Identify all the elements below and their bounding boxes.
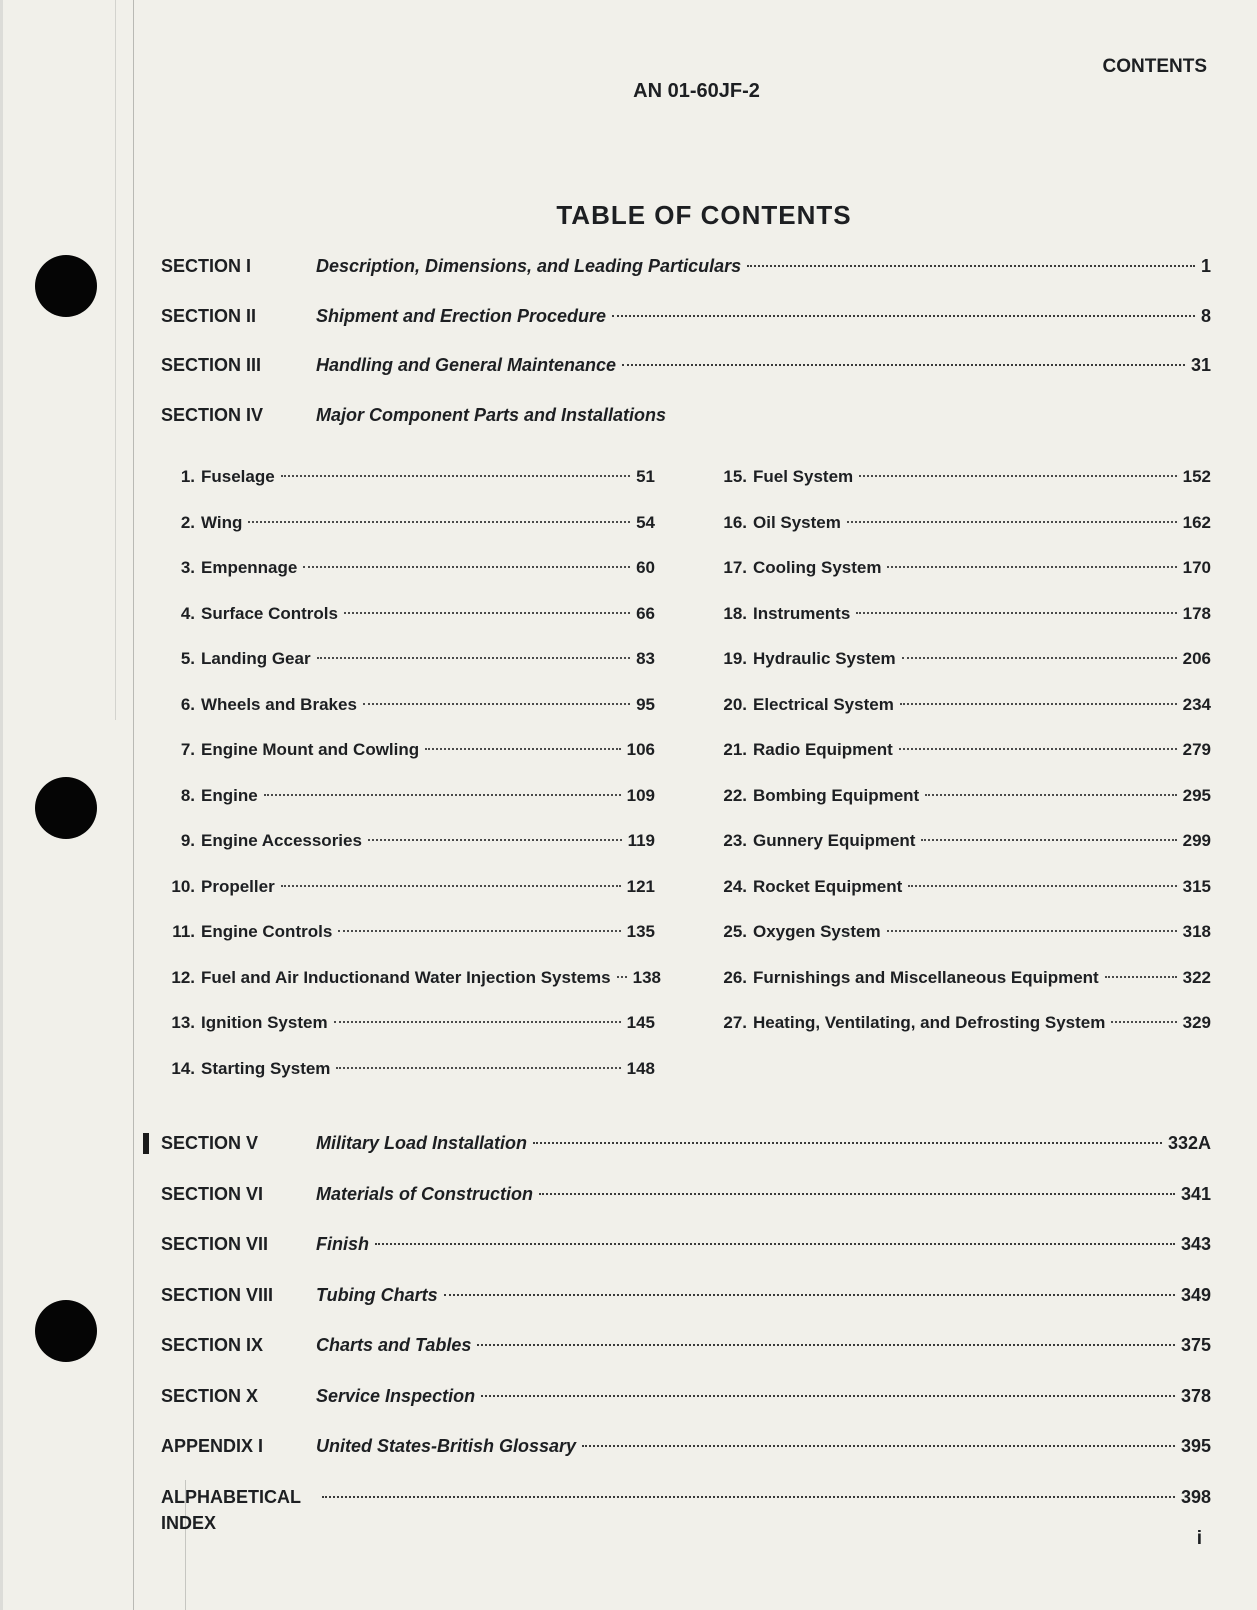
entry-page-number: 341 xyxy=(1180,1184,1211,1204)
entry-label: 2. xyxy=(180,513,195,532)
section-entry[interactable] xyxy=(161,1433,1211,1459)
entry-page-number: 398 xyxy=(1180,1487,1211,1507)
entry-page-number: 83 xyxy=(636,649,655,668)
entry-label: 14. xyxy=(171,1059,195,1078)
section-entry[interactable] xyxy=(161,1181,1211,1207)
subsection-entry[interactable] xyxy=(711,737,1211,763)
entry-title: Heating, Ventilating, and Defrosting System xyxy=(753,1013,1106,1032)
dot-leader xyxy=(481,1395,1175,1397)
dot-leader xyxy=(338,930,620,932)
entry-page-number: 54 xyxy=(636,513,655,532)
entry-title: Starting System xyxy=(201,1059,331,1078)
entry-title: Finish xyxy=(316,1234,369,1254)
dot-leader xyxy=(375,1243,1175,1245)
subsection-entry[interactable] xyxy=(165,464,655,490)
entry-title: Radio Equipment xyxy=(753,740,893,759)
entry-page-number: 121 xyxy=(626,877,655,896)
entry-label: 10. xyxy=(171,877,195,896)
entry-title: Description, Dimensions, and Leading Particulars xyxy=(316,256,742,276)
entry-title: Engine xyxy=(201,786,258,805)
subsection-entry[interactable] xyxy=(165,828,655,854)
subsection-entry[interactable] xyxy=(165,692,655,718)
dot-leader xyxy=(444,1294,1175,1296)
entry-title: Ignition System xyxy=(201,1013,328,1032)
entry-page-number: 295 xyxy=(1182,786,1211,805)
dot-leader xyxy=(477,1344,1175,1346)
entry-page-number: 329 xyxy=(1182,1013,1211,1032)
entry-page-number: 1 xyxy=(1200,256,1211,276)
entry-label: 16. xyxy=(723,513,747,532)
subsection-entry[interactable] xyxy=(711,510,1211,536)
dot-leader xyxy=(248,521,630,523)
entry-page-number: 31 xyxy=(1190,355,1211,375)
subsection-entry[interactable] xyxy=(165,737,655,763)
entry-label: SECTION III xyxy=(161,355,262,375)
subsection-entry[interactable] xyxy=(711,919,1211,945)
entry-title: Handling and General Maintenance xyxy=(316,355,617,375)
entry-label: 11. xyxy=(172,922,195,941)
entry-label: 6. xyxy=(180,695,195,714)
section-entry[interactable] xyxy=(161,1484,1211,1533)
entry-label: APPENDIX I xyxy=(161,1436,264,1456)
entry-label: SECTION VI xyxy=(161,1184,264,1204)
entry-label: 26. xyxy=(723,968,747,987)
section-entry[interactable] xyxy=(161,1332,1211,1358)
entry-label: SECTION IV xyxy=(161,405,264,425)
subsection-entry[interactable] xyxy=(165,555,655,581)
entry-title: Service Inspection xyxy=(316,1386,476,1406)
section-entry[interactable] xyxy=(161,303,1211,329)
section-entry[interactable] xyxy=(161,402,1211,428)
entry-title: Hydraulic System xyxy=(753,649,896,668)
entry-label: SECTION IX xyxy=(161,1335,264,1355)
entry-title: Fuel and Air Inductionand Water Injection Systems xyxy=(201,968,611,987)
entry-page-number: 299 xyxy=(1182,831,1211,850)
dot-leader xyxy=(281,475,630,477)
entry-page-number: 106 xyxy=(626,740,655,759)
entry-title: Furnishings and Miscellaneous Equipment xyxy=(753,968,1099,987)
entry-title: Oxygen System xyxy=(753,922,881,941)
entry-label: 22. xyxy=(723,786,747,805)
entry-label: 3. xyxy=(180,558,195,577)
entry-title: Fuselage xyxy=(201,467,275,486)
dot-leader xyxy=(533,1142,1162,1144)
dot-leader xyxy=(317,657,631,659)
section-entry[interactable] xyxy=(161,1282,1211,1308)
subsection-entry[interactable] xyxy=(165,646,655,672)
dot-leader xyxy=(899,748,1177,750)
dot-leader xyxy=(617,976,627,978)
dot-leader xyxy=(322,1496,1175,1498)
entry-label: 13. xyxy=(171,1013,195,1032)
entry-title: Instruments xyxy=(753,604,851,623)
entry-page-number: 135 xyxy=(626,922,655,941)
entry-label: 17. xyxy=(723,558,747,577)
dot-leader xyxy=(612,315,1195,317)
margin-rule xyxy=(133,0,134,1610)
subsection-entry[interactable] xyxy=(711,464,1211,490)
entry-title: Bombing Equipment xyxy=(753,786,920,805)
subsection-entry[interactable] xyxy=(711,965,1211,991)
entry-title: Engine Mount and Cowling xyxy=(201,740,420,759)
entry-label: 25. xyxy=(723,922,747,941)
dot-leader xyxy=(264,794,621,796)
entry-page-number: 148 xyxy=(626,1059,655,1078)
dot-leader xyxy=(900,703,1177,705)
entry-title: United States-British Glossary xyxy=(316,1436,577,1456)
subsection-entry[interactable] xyxy=(711,828,1211,854)
revision-change-bar xyxy=(143,1133,149,1154)
entry-label: ALPHABETICAL INDEX xyxy=(161,1487,301,1533)
section-entry[interactable] xyxy=(161,1231,1211,1257)
entry-title: Rocket Equipment xyxy=(753,877,903,896)
subsection-entry[interactable] xyxy=(165,874,655,900)
subsection-entry[interactable] xyxy=(165,510,655,536)
entry-title: Wing xyxy=(201,513,243,532)
subsection-entry[interactable] xyxy=(711,646,1211,672)
entry-label: SECTION I xyxy=(161,256,252,276)
dot-leader xyxy=(425,748,620,750)
dot-leader xyxy=(1111,1021,1176,1023)
entry-page-number: 66 xyxy=(636,604,655,623)
dot-leader xyxy=(334,1021,621,1023)
dot-leader xyxy=(887,930,1177,932)
document-number: AN 01-60JF-2 xyxy=(633,80,760,102)
dot-leader xyxy=(925,794,1176,796)
subsection-entry[interactable] xyxy=(165,965,662,991)
entry-title: Engine Controls xyxy=(201,922,333,941)
dot-leader xyxy=(582,1445,1175,1447)
dot-leader xyxy=(368,839,622,841)
binder-hole-middle xyxy=(35,777,97,839)
entry-page-number: 343 xyxy=(1180,1234,1211,1254)
dot-leader xyxy=(303,566,630,568)
dot-leader xyxy=(336,1067,620,1069)
dot-leader xyxy=(747,265,1195,267)
entry-page-number: 378 xyxy=(1180,1386,1211,1406)
entry-label: 7. xyxy=(180,740,195,759)
section-entry[interactable] xyxy=(161,253,1211,279)
dot-leader xyxy=(856,612,1176,614)
entry-label: 4. xyxy=(180,604,195,623)
entry-title: Wheels and Brakes xyxy=(201,695,357,714)
entry-page-number: 318 xyxy=(1182,922,1211,941)
entry-page-number: 162 xyxy=(1182,513,1211,532)
subsection-entry[interactable] xyxy=(711,601,1211,627)
entry-page-number: 234 xyxy=(1182,695,1211,714)
entry-title: Shipment and Erection Procedure xyxy=(316,306,607,326)
entry-title: Fuel System xyxy=(753,467,854,486)
entry-page-number: 375 xyxy=(1180,1335,1211,1355)
entry-title: Tubing Charts xyxy=(316,1285,438,1305)
entry-title: Military Load Installation xyxy=(316,1133,528,1153)
entry-page-number: 332A xyxy=(1167,1133,1211,1153)
entry-title: Major Component Parts and Installations xyxy=(316,405,667,425)
subsection-entry[interactable] xyxy=(711,692,1211,718)
entry-label: SECTION VII xyxy=(161,1234,269,1254)
dot-leader xyxy=(539,1193,1175,1195)
entry-label: 1. xyxy=(180,467,195,486)
binder-hole-top xyxy=(35,255,97,317)
entry-label: 19. xyxy=(723,649,747,668)
subsection-entry[interactable] xyxy=(711,555,1211,581)
entry-page-number: 8 xyxy=(1200,306,1211,326)
entry-title: Gunnery Equipment xyxy=(753,831,916,850)
entry-title: Materials of Construction xyxy=(316,1184,534,1204)
entry-label: SECTION V xyxy=(161,1133,259,1153)
subsection-entry[interactable] xyxy=(711,874,1211,900)
entry-page-number: 51 xyxy=(636,467,655,486)
entry-title: Surface Controls xyxy=(201,604,338,623)
entry-label: SECTION X xyxy=(161,1386,259,1406)
entry-title: Engine Accessories xyxy=(201,831,362,850)
entry-label: 8. xyxy=(180,786,195,805)
entry-page-number: 95 xyxy=(636,695,655,714)
dot-leader xyxy=(859,475,1176,477)
entry-label: 12. xyxy=(171,968,195,987)
page-number: i xyxy=(1196,1528,1202,1549)
dot-leader xyxy=(902,657,1177,659)
entry-title: Propeller xyxy=(201,877,275,896)
entry-label: 20. xyxy=(723,695,747,714)
entry-page-number: 119 xyxy=(627,831,655,850)
subsection-entry[interactable] xyxy=(165,1010,655,1036)
dot-leader xyxy=(908,885,1176,887)
section-entry[interactable] xyxy=(161,352,1211,378)
dot-leader xyxy=(921,839,1176,841)
subsection-entry[interactable] xyxy=(165,919,655,945)
entry-label: SECTION VIII xyxy=(161,1285,274,1305)
entry-label: 21. xyxy=(723,740,747,759)
entry-label: SECTION II xyxy=(161,306,257,326)
entry-label: 18. xyxy=(723,604,747,623)
section-entry[interactable] xyxy=(161,1130,1211,1156)
entry-title: Landing Gear xyxy=(201,649,311,668)
entry-label: 24. xyxy=(723,877,747,896)
entry-title: Cooling System xyxy=(753,558,882,577)
section-entry[interactable] xyxy=(161,1383,1211,1409)
entry-page-number: 152 xyxy=(1182,467,1211,486)
entry-page-number: 322 xyxy=(1182,968,1211,987)
dot-leader xyxy=(622,364,1185,366)
entry-label: 27. xyxy=(723,1013,747,1032)
dot-leader xyxy=(847,521,1177,523)
subsection-entry[interactable] xyxy=(165,1056,655,1082)
entry-label: 9. xyxy=(180,831,195,850)
entry-page-number: 178 xyxy=(1182,604,1211,623)
page-title: TABLE OF CONTENTS xyxy=(556,200,852,230)
entry-page-number: 170 xyxy=(1182,558,1211,577)
entry-label: 5. xyxy=(180,649,195,668)
subsection-entry[interactable] xyxy=(165,601,655,627)
entry-page-number: 109 xyxy=(626,786,655,805)
dot-leader xyxy=(281,885,621,887)
entry-page-number: 145 xyxy=(626,1013,655,1032)
entry-page-number: 206 xyxy=(1182,649,1211,668)
dot-leader xyxy=(363,703,630,705)
entry-title: Empennage xyxy=(201,558,298,577)
entry-title: Electrical System xyxy=(753,695,894,714)
margin-rule-faint xyxy=(115,0,116,720)
dot-leader xyxy=(887,566,1176,568)
dot-leader xyxy=(344,612,630,614)
subsection-entry[interactable] xyxy=(711,783,1211,809)
entry-page-number: 395 xyxy=(1180,1436,1211,1456)
binder-hole-bottom xyxy=(35,1300,97,1362)
entry-page-number: 138 xyxy=(632,968,662,987)
entry-title: Oil System xyxy=(753,513,841,532)
dot-leader xyxy=(1105,976,1177,978)
entry-label: 15. xyxy=(723,467,747,486)
entry-page-number: 315 xyxy=(1182,877,1211,896)
subsection-entry[interactable] xyxy=(165,783,655,809)
entry-page-number: 60 xyxy=(636,558,655,577)
entry-title: Charts and Tables xyxy=(316,1335,472,1355)
entry-page-number: 279 xyxy=(1182,740,1211,759)
running-header: CONTENTS xyxy=(1102,56,1207,77)
subsection-entry[interactable] xyxy=(711,1010,1211,1036)
entry-page-number: 349 xyxy=(1180,1285,1211,1305)
entry-label: 23. xyxy=(723,831,747,850)
